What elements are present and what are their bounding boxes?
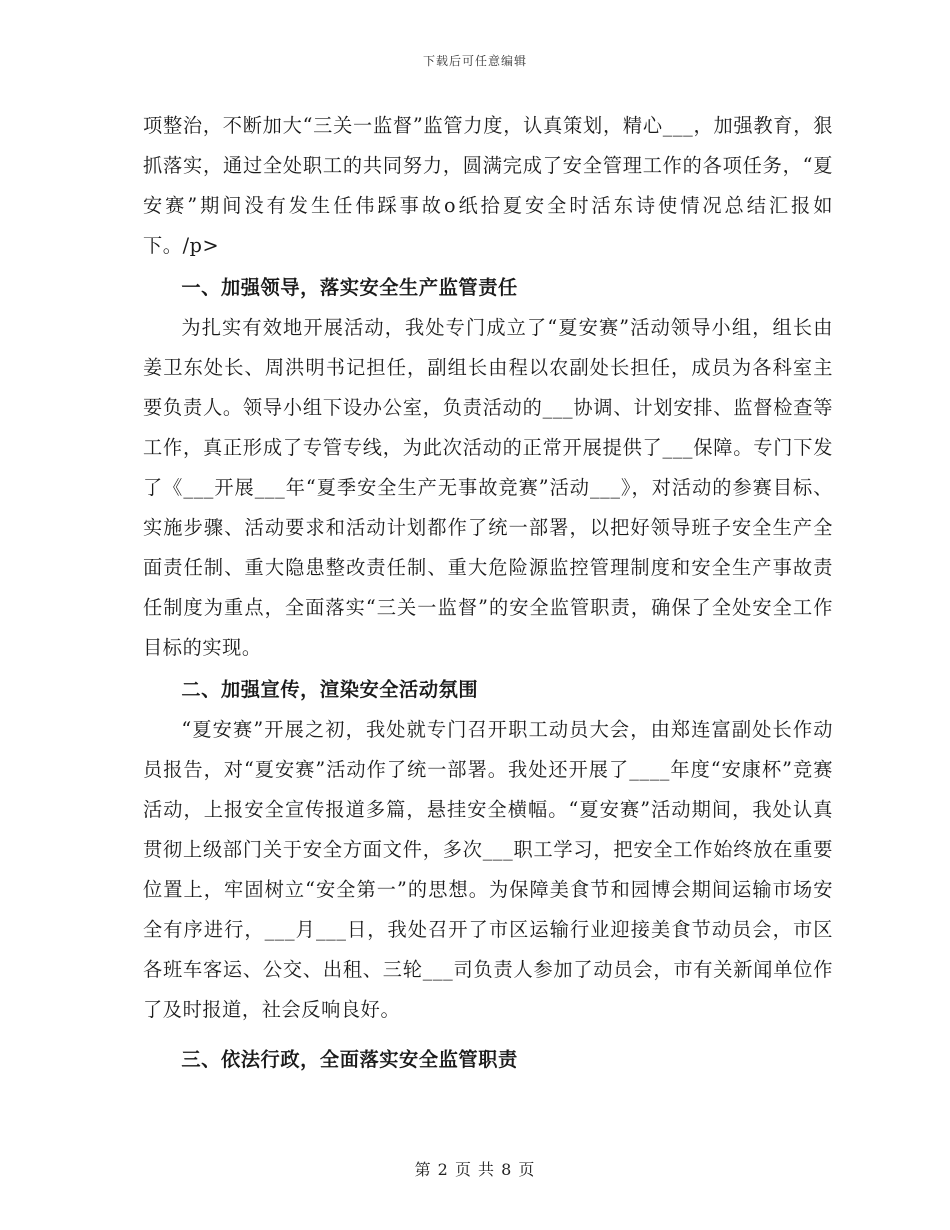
intro-paragraph: 项整治，不断加大“三关一监督”监管力度，认真策划，精心___，加强教育，狠抓落实，通过全处职工的共同努力，圆满完成了安全管理工作的各项任务，“夏安赛”期间没有发生任伟踩事故o纸拾夏安全时活东诗使情况总结汇报如下。/p> (143, 114, 833, 257)
section-1-heading: 一、加强领导，落实安全生产监管责任 (181, 276, 518, 299)
page-header: 下载后可任意编辑 (422, 54, 527, 68)
page-number: 第 2 页 共 8 页 (414, 1160, 536, 1179)
section-1-paragraph: 为扎实有效地开展活动，我处专门成立了“夏安赛”活动领导小组，组长由姜卫东处长、周洪明书记担任，副组长由程以农副处长担任，成员为各科室主要负责人。领导小组下设办公室，负责活动的___协调、计划安排、监督检查等工作，真正形成了专管专线，为此次活动的正常开展提供了___保障。专门下发了《___开展___年“夏季安全生产无事故竞赛”活动___》，对活动的参赛目标、实施步骤、活动要求和活动计划都作了统一部署，以把好领导班子安全生产全面责任制、重大隐患整改责任制、重大危险源监控管理制度和安全生产事故责任制度为重点，全面落实“三关一监督”的安全监管职责，确保了全处安全工作目标的实现。 (143, 316, 833, 659)
section-2-paragraph: “夏安赛”开展之初，我处就专门召开职工动员大会，由郑连富副处长作动员报告，对“夏安赛”活动作了统一部署。我处还开展了____年度“安康杯”竞赛活动，上报安全宣传报道多篇，悬挂安全横幅。“夏安赛”活动期间，我处认真贯彻上级部门关于安全方面文件，多次___职工学习，把安全工作始终放在重要位置上，牢固树立“安全第一”的思想。为保障美食节和园博会期间运输市场安全有序进行，___月___日，我处召开了市区运输行业迎接美食节动员会，市区各班车客运、公交、出租、三轮___司负责人参加了动员会，市有关新闻单位作了及时报道，社会反响良好。 (143, 718, 833, 1021)
section-2-heading: 二、加强宣传，渲染安全活动氛围 (181, 678, 479, 701)
document-body (143, 106, 833, 1080)
section-3-heading: 三、依法行政，全面落实安全监管职责 (181, 1048, 518, 1071)
